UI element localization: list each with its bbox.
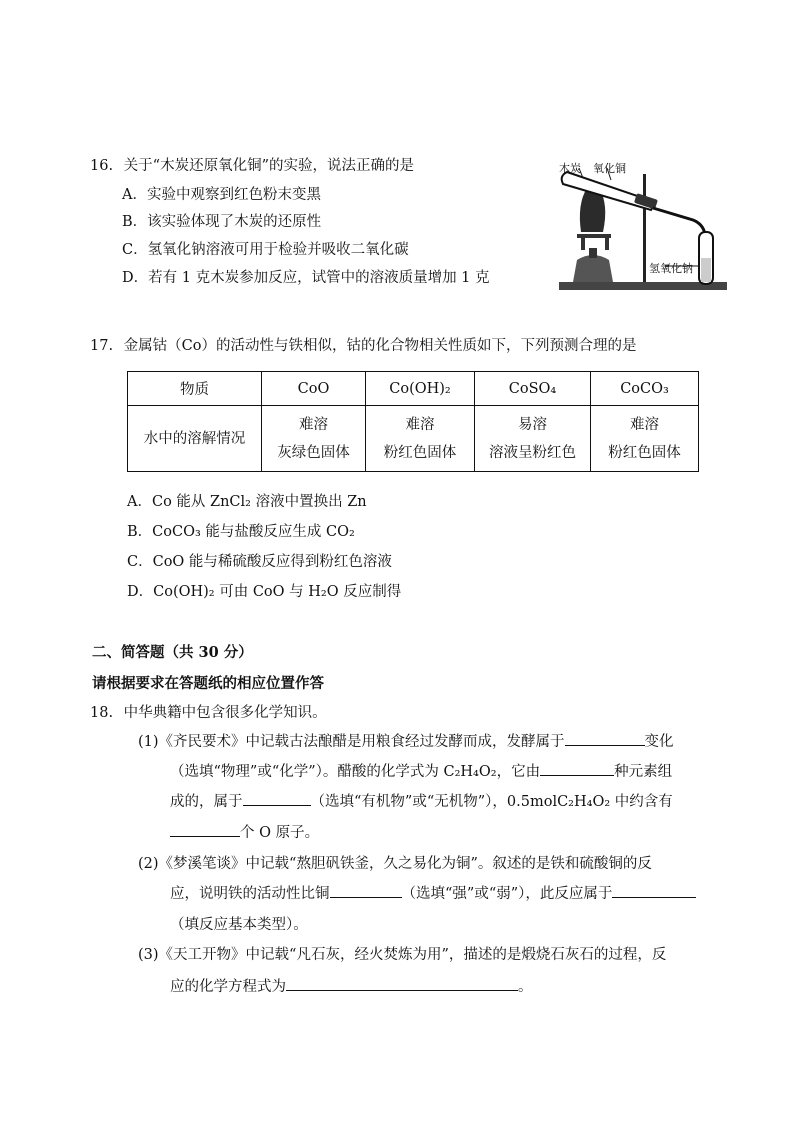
- q18-part1-line4: [170, 821, 319, 842]
- q17-option-a: A．Co 能从 ZnCl₂ 溶液中置换出 Zn: [127, 494, 367, 510]
- q18-part3-line1: (3)《天工开物》中记载“凡石灰，经火焚炼为用”，描述的是煅烧石灰石的过程，反: [138, 947, 667, 963]
- q16-option-c: C．氢氧化钠溶液可用于检验并吸收二氧化碳: [122, 242, 409, 258]
- q16-option-d: D．若有 1 克木炭参加反应，试管中的溶液质量增加 1 克: [122, 270, 490, 286]
- table-cell: [475, 406, 591, 472]
- table-header-label: 物质: [128, 372, 262, 406]
- q18-part2-line3: （填反应基本类型）。: [170, 917, 308, 933]
- q18-p1-text: 成的，属于: [170, 794, 243, 810]
- q17-number: 17.: [90, 338, 114, 354]
- q18-p1-text: 变化: [644, 734, 674, 750]
- label-naoh: 氢氧化钠: [649, 262, 693, 275]
- q16-stem: 关于“木炭还原氧化铜”的实验，说法正确的是: [123, 158, 414, 174]
- q18-p1-text: 个 O 原子。: [240, 825, 320, 841]
- q18-p1-text: 种元素组: [614, 764, 673, 780]
- table-cell: [591, 406, 699, 472]
- answer-blank-change-type[interactable]: [565, 731, 645, 746]
- q18-p3-text: 。: [518, 979, 533, 995]
- table-row-label: 水中的溶解情况: [128, 406, 262, 472]
- q18-part1-line2: [170, 760, 672, 781]
- q17-stem-line: [90, 334, 637, 355]
- answer-blank-reaction-type[interactable]: [612, 883, 696, 898]
- q18-p1-text: （选填“有机物”或“无机物”），0.5molC₂H₄O₂ 中约含有: [310, 794, 673, 810]
- section-title: 二、简答题（共 30 分）: [92, 644, 253, 661]
- solubility-value: 易溶: [518, 416, 547, 433]
- q18-p1-text: （选填“物理”或“化学”）。醋酸的化学式为 C₂H₄O₂，它由: [170, 764, 541, 780]
- q18-part2-line1: (2)《梦溪笔谈》中记载“熬胆矾铁釜，久之易化为铜”。叙述的是铁和硫酸铜的反: [138, 856, 652, 872]
- solubility-value: 难溶: [630, 416, 659, 433]
- q17-option-c: C．CoO 能与稀硫酸反应得到粉红色溶液: [127, 554, 392, 570]
- q18-number: 18.: [90, 705, 114, 721]
- q17-option-d: D．Co(OH)₂ 可由 CoO 与 H₂O 反应制得: [127, 584, 402, 600]
- label-copper-oxide: 氧化铜: [593, 162, 626, 175]
- table-cell: [366, 406, 475, 472]
- table-row: [128, 372, 699, 406]
- q17-stem: 金属钴（Co）的活动性与铁相似，钴的化合物相关性质如下，下列预测合理的是: [123, 338, 637, 354]
- appearance-value: 粉红色固体: [383, 444, 457, 461]
- q18-part1-line1: [138, 730, 674, 751]
- q17-option-b: B．CoCO₃ 能与盐酸反应生成 CO₂: [127, 524, 355, 540]
- q16-number: 16.: [90, 158, 114, 174]
- answer-blank-o-atoms[interactable]: [170, 822, 240, 837]
- solubility-value: 难溶: [405, 416, 435, 433]
- q18-p1-text: (1)《齐民要术》中记载古法酿醋是用粮食经过发酵而成，发酵属于: [138, 734, 565, 750]
- table-header-cell: Co(OH)₂: [366, 372, 475, 406]
- answer-blank-element-count[interactable]: [540, 761, 614, 776]
- q18-p2-text: 应，说明铁的活动性比铜: [170, 886, 330, 902]
- apparatus-figure: [553, 154, 735, 294]
- q18-stem-line: [90, 701, 327, 722]
- test-tube: [562, 172, 653, 210]
- cobalt-compounds-table: [127, 371, 699, 472]
- answer-blank-organic[interactable]: [243, 791, 311, 806]
- lamp-neck: [589, 248, 597, 258]
- section-instruction: 请根据要求在答题纸的相应位置作答: [92, 675, 324, 692]
- q18-p2-text: （选填“强”或“弱”），此反应属于: [401, 886, 613, 902]
- q16-stem-line: [90, 154, 414, 175]
- solubility-value: 难溶: [299, 416, 328, 433]
- answer-blank-equation[interactable]: [286, 976, 518, 991]
- label-charcoal: 木炭: [559, 162, 581, 175]
- table-header-cell: CoCO₃: [591, 372, 699, 406]
- appearance-value: 粉红色固体: [608, 444, 681, 461]
- answer-blank-activity[interactable]: [330, 883, 402, 898]
- q16-option-a: A．实验中观察到红色粉末变黑: [122, 187, 321, 203]
- table-header-cell: CoSO₄: [475, 372, 591, 406]
- lamp-body: [573, 255, 613, 282]
- q18-stem: 中华典籍中包含很多化学知识。: [123, 705, 327, 721]
- table-cell: [262, 406, 366, 472]
- appearance-value: 灰绿色固体: [277, 444, 350, 461]
- appearance-value: 溶液呈粉红色: [489, 444, 576, 461]
- q18-part2-line2: [170, 882, 696, 903]
- q18-part3-line2: [170, 975, 533, 996]
- stand-rod: [643, 174, 646, 282]
- q18-part1-line3: [170, 790, 673, 811]
- table-header-cell: CoO: [262, 372, 366, 406]
- table-row: [128, 406, 699, 472]
- q18-p3-text: 应的化学方程式为: [170, 979, 286, 995]
- q16-option-b: B．该实验体现了木炭的还原性: [122, 214, 322, 230]
